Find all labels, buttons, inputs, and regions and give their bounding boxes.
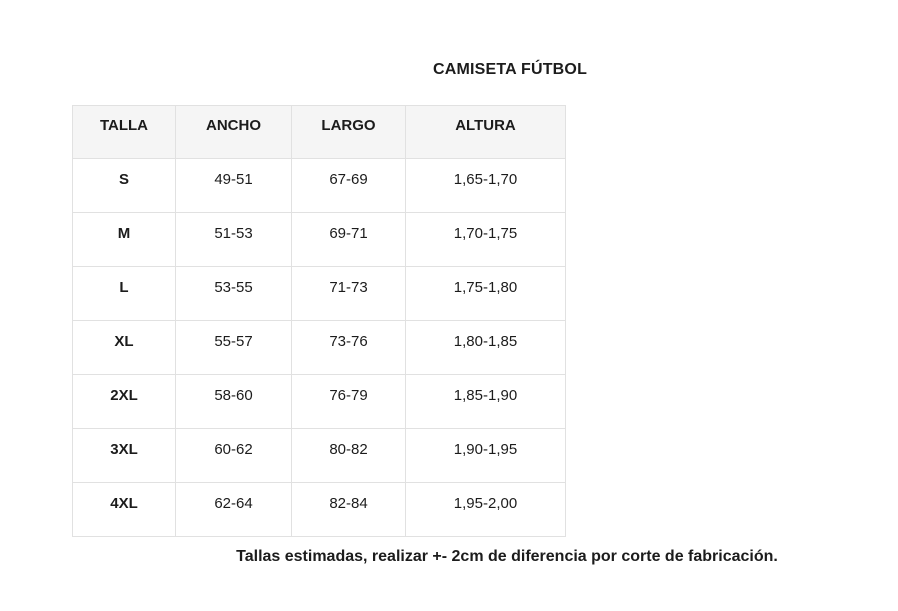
ancho-cell: 53-55 bbox=[176, 267, 292, 321]
largo-cell: 71-73 bbox=[292, 267, 406, 321]
ancho-cell: 60-62 bbox=[176, 429, 292, 483]
header-largo: LARGO bbox=[292, 106, 406, 159]
ancho-cell: 58-60 bbox=[176, 375, 292, 429]
largo-cell: 73-76 bbox=[292, 321, 406, 375]
ancho-cell: 49-51 bbox=[176, 159, 292, 213]
table-row bbox=[73, 321, 566, 375]
largo-cell: 67-69 bbox=[292, 159, 406, 213]
ancho-cell: 51-53 bbox=[176, 213, 292, 267]
header-talla: TALLA bbox=[73, 106, 176, 159]
table-row bbox=[73, 159, 566, 213]
altura-cell: 1,65-1,70 bbox=[406, 159, 566, 213]
talla-cell: 4XL bbox=[73, 483, 176, 537]
talla-cell: XL bbox=[73, 321, 176, 375]
altura-cell: 1,85-1,90 bbox=[406, 375, 566, 429]
talla-cell: 3XL bbox=[73, 429, 176, 483]
altura-cell: 1,90-1,95 bbox=[406, 429, 566, 483]
altura-cell: 1,80-1,85 bbox=[406, 321, 566, 375]
table-row bbox=[73, 483, 566, 537]
table-header-row bbox=[73, 106, 566, 159]
ancho-cell: 62-64 bbox=[176, 483, 292, 537]
header-ancho: ANCHO bbox=[176, 106, 292, 159]
altura-cell: 1,95-2,00 bbox=[406, 483, 566, 537]
table-row bbox=[73, 375, 566, 429]
table-row bbox=[73, 213, 566, 267]
largo-cell: 82-84 bbox=[292, 483, 406, 537]
largo-cell: 76-79 bbox=[292, 375, 406, 429]
manufacturing-note: Tallas estimadas, realizar +- 2cm de diferencia por corte de fabricación. bbox=[236, 548, 778, 565]
talla-cell: M bbox=[73, 213, 176, 267]
table-row bbox=[73, 267, 566, 321]
talla-cell: 2XL bbox=[73, 375, 176, 429]
altura-cell: 1,75-1,80 bbox=[406, 267, 566, 321]
table-row bbox=[73, 429, 566, 483]
size-chart-table bbox=[72, 105, 566, 537]
altura-cell: 1,70-1,75 bbox=[406, 213, 566, 267]
talla-cell: L bbox=[73, 267, 176, 321]
header-altura: ALTURA bbox=[406, 106, 566, 159]
largo-cell: 69-71 bbox=[292, 213, 406, 267]
page-title: CAMISETA FÚTBOL bbox=[432, 61, 588, 78]
talla-cell: S bbox=[73, 159, 176, 213]
largo-cell: 80-82 bbox=[292, 429, 406, 483]
ancho-cell: 55-57 bbox=[176, 321, 292, 375]
